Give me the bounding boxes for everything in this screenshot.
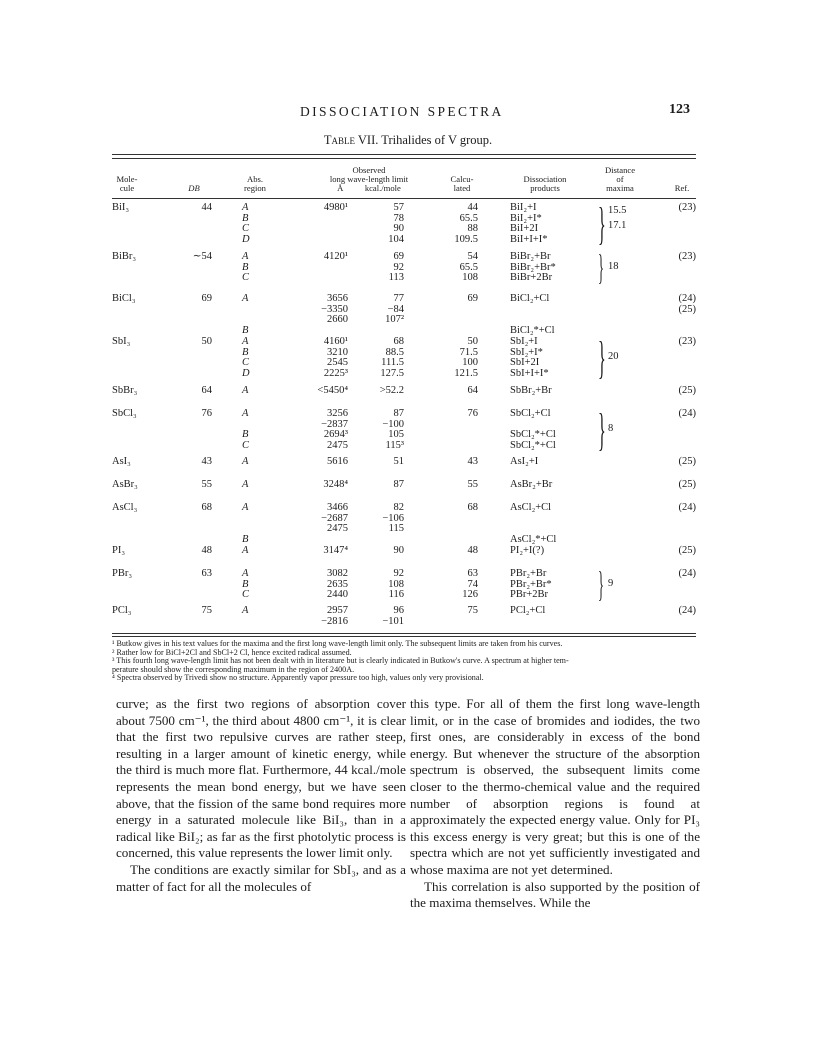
table-cell-ang: 3656 −3350 2660: [321, 293, 348, 325]
brace-icon: }: [598, 332, 606, 383]
table-cell-region: A: [242, 605, 249, 616]
table-cell-kcal: 77 −84 107²: [385, 293, 404, 325]
header-rule: [112, 198, 696, 199]
table-cell-calc: 43: [467, 456, 478, 467]
table-cell-calc: 76: [467, 408, 478, 419]
body-column-left: [116, 696, 406, 895]
table-cell-dist: 8: [608, 423, 614, 434]
table-cell-mol: AsCl₃: [112, 502, 138, 513]
table-cell-ang: 4160¹ 3210 2545 2225³: [323, 336, 348, 379]
data-table: [112, 165, 696, 635]
table-cell-kcal: 87 −100 105 115³: [382, 408, 404, 451]
table-bottom-rule: [112, 633, 696, 634]
table-cell-ang: <5450⁴: [317, 385, 348, 396]
table-cell-prod: BiCl₂+Cl BiCl₂*+Cl: [510, 293, 555, 336]
table-cell-prod: AsBr₂+Br: [510, 479, 553, 490]
table-cell-prod: BiI₂+I BiI₂+I* BiI+2I BiI+I+I*: [510, 202, 548, 245]
table-cell-db: 44: [201, 202, 212, 213]
table-cell-db: 76: [201, 408, 212, 419]
footnote-1: ¹ Butkow gives in his text values for the maxima and the first long wave-length limit only. The subsequent limits are taken from his curves.: [112, 639, 563, 648]
table-cell-ref: (24): [678, 568, 696, 579]
brace-icon: }: [598, 564, 604, 604]
table-cell-region: A B C D: [242, 336, 250, 379]
table-cell-calc: 50 71.5 100 121.5: [454, 336, 478, 379]
table-cell-db: 69: [201, 293, 212, 304]
table-cell-mol: PCl₃: [112, 605, 132, 616]
table-cell-db: 68: [201, 502, 212, 513]
table-cell-db: 64: [201, 385, 212, 396]
table-cell-ang: 3082 2635 2440: [327, 568, 348, 600]
table-cell-mol: SbI₃: [112, 336, 131, 347]
header-dissociation: Dissociation products: [523, 174, 567, 193]
table-cell-mol: BiCl₃: [112, 293, 136, 304]
table-cell-db: 43: [201, 456, 212, 467]
table-cell-ref: (24): [678, 502, 696, 513]
table-bottom-rule-2: [112, 636, 696, 637]
table-top-rule: [112, 154, 696, 155]
table-cell-db: 63: [201, 568, 212, 579]
table-cell-ref: (24) (25): [678, 293, 696, 315]
table-cell-region: A B: [242, 293, 249, 336]
body-column-right: [410, 696, 700, 912]
table-cell-calc: 55: [467, 479, 478, 490]
header-abs-region: Abs. region: [244, 174, 266, 193]
table-cell-db: 75: [201, 605, 212, 616]
table-cell-kcal: 68 88.5 111.5 127.5: [380, 336, 404, 379]
table-cell-ang: 3466 −2687 2475: [321, 502, 348, 534]
body-paragraph: this type. For all of them the first long wave-length limit, or in the case of bromides and iodides, the two first ones, are considerably in excess of the bond energy. But whenever the structure of the absorption spectrum is observed, the subsequent limits come closer to the thermo-chemical value and the required number of absorption regions is found at approximately the expected energy value. Only for PI₃ this excess energy is very great; but this is one of the spectra which are not yet sufficiently investigated and whose maxima are not yet determined.: [410, 696, 700, 877]
table-cell-kcal: 92 108 116: [388, 568, 404, 600]
table-cell-kcal: 69 92 113: [388, 251, 404, 283]
table-cell-kcal: 87: [393, 479, 404, 490]
table-caption: [0, 133, 816, 148]
table-cell-region: A: [242, 545, 249, 556]
page-number: 123: [669, 102, 690, 117]
header-distance: Distance of maxima: [604, 165, 636, 193]
table-cell-prod: BiBr₂+Br BiBr₂+Br* BiBr+2Br: [510, 251, 556, 283]
table-cell-region: A: [242, 385, 249, 396]
header-observed: Observed long wave-length limit Å kcal./mole: [329, 165, 409, 193]
table-caption-text: Trihalides of V group.: [381, 133, 493, 147]
table-cell-mol: SbCl₃: [112, 408, 137, 419]
table-cell-region: A: [242, 479, 249, 490]
table-cell-prod: AsI₂+I: [510, 456, 539, 467]
table-cell-ref: (25): [678, 545, 696, 556]
table-cell-region: A B C: [242, 568, 250, 600]
table-cell-kcal: 82 −106 115: [382, 502, 404, 534]
table-cell-ref: (24): [678, 408, 696, 419]
table-caption-label: Table VII.: [323, 133, 379, 147]
table-cell-region: A B C: [242, 408, 250, 451]
table-cell-ang: 4120¹: [323, 251, 348, 262]
footnote-3-cont: perature should show the corresponding maximum in the region of 2400A.: [112, 664, 355, 674]
table-cell-mol: PBr₃: [112, 568, 133, 579]
table-cell-calc: 64: [467, 385, 478, 396]
table-cell-ang: 3248⁴: [323, 479, 348, 490]
header-ref: Ref.: [674, 183, 690, 193]
table-cell-ref: (25): [678, 456, 696, 467]
table-cell-calc: 44 65.5 88 109.5: [454, 202, 478, 245]
footnote-3: ³ This fourth long wave-length limit has not been dealt with in literature but is clearly indicated in Butkow's curve. A spectrum at higher tem-: [112, 656, 569, 666]
table-cell-ang: 4980¹: [323, 202, 348, 213]
table-cell-ref: (25): [678, 479, 696, 490]
table-cell-mol: PI₃: [112, 545, 125, 556]
table-cell-dist: 15.5 17.1: [608, 205, 627, 231]
table-cell-ref: (23): [678, 202, 696, 213]
table-cell-prod: SbCl₂+Cl SbCl₂*+Cl SbCl₂*+Cl: [510, 408, 556, 451]
table-footnotes: [112, 640, 696, 683]
table-cell-calc: 63 74 126: [462, 568, 478, 600]
table-cell-dist: 9: [608, 578, 614, 589]
table-cell-dist: 18: [608, 261, 619, 272]
table-cell-kcal: 96 −101: [382, 605, 404, 627]
table-cell-prod: PCl₂+Cl: [510, 605, 546, 616]
table-cell-db: 48: [201, 545, 212, 556]
body-paragraph: The conditions are exactly similar for SbI₃, and as a matter of fact for all the molecules of: [116, 861, 406, 894]
table-cell-kcal: >52.2: [379, 385, 404, 396]
footnote-4: ⁴ Spectra observed by Trivedi show no structure. Apparently vapor pressure too high, values only very provisional.: [112, 673, 484, 683]
table-cell-calc: 48: [467, 545, 478, 556]
table-cell-calc: 54 65.5 108: [459, 251, 478, 283]
table-cell-ang: 5616: [327, 456, 348, 467]
table-cell-calc: 75: [467, 605, 478, 616]
table-cell-ref: (24): [678, 605, 696, 616]
table-cell-region: A: [242, 456, 249, 467]
table-top-rule-2: [112, 158, 696, 159]
running-head: DISSOCIATION SPECTRA: [300, 104, 504, 119]
table-cell-calc: 68: [467, 502, 478, 513]
table-cell-prod: PI₂+I(?): [510, 545, 545, 556]
body-paragraph: This correlation is also supported by the position of the maxima themselves. While the: [410, 878, 700, 911]
table-cell-ref: (23): [678, 251, 696, 262]
table-cell-ref: (23): [678, 336, 696, 347]
table-cell-kcal: 57 78 90 104: [388, 202, 404, 245]
table-cell-mol: AsI₃: [112, 456, 131, 467]
brace-icon: }: [598, 404, 606, 455]
footnote-2: ² Rather low for BiCl+2Cl and SbCl+2 Cl, hence excited radical assumed.: [112, 647, 352, 657]
header-calculated: Calcu- lated: [450, 174, 474, 193]
table-cell-db: ∼54: [192, 251, 212, 262]
table-cell-kcal: 51: [393, 456, 404, 467]
table-cell-ang: 2957 −2816: [321, 605, 348, 627]
table-cell-ang: 3147⁴: [323, 545, 348, 556]
table-cell-region: A B: [242, 502, 249, 545]
table-cell-prod: AsCl₂+Cl AsCl₂*+Cl: [510, 502, 557, 545]
table-cell-db: 55: [201, 479, 212, 490]
table-cell-region: A B C D: [242, 202, 250, 245]
table-cell-region: A B C: [242, 251, 250, 283]
table-cell-mol: SbBr₃: [112, 385, 138, 396]
table-cell-dist: 20: [608, 351, 619, 362]
table-cell-db: 50: [201, 336, 212, 347]
table-cell-calc: 69: [467, 293, 478, 304]
table-cell-mol: AsBr₃: [112, 479, 138, 490]
table-cell-mol: BiI₃: [112, 202, 130, 213]
table-cell-mol: BiBr₃: [112, 251, 137, 262]
table-cell-prod: SbI₂+I SbI₂+I* SbI+2I SbI+I+I*: [510, 336, 549, 379]
table-cell-kcal: 90: [393, 545, 404, 556]
header-molecule: Mole- cule: [116, 174, 138, 193]
table-cell-ref: (25): [678, 385, 696, 396]
header-db: DB: [188, 183, 200, 193]
table-cell-ang: 3256 −2837 2694³ 2475: [321, 408, 348, 451]
brace-icon: }: [598, 198, 606, 249]
brace-icon: }: [598, 247, 604, 287]
table-cell-prod: PBr₂+Br PBr₂+Br* PBr+2Br: [510, 568, 552, 600]
body-paragraph: curve; as the first two regions of absorption cover about 7500 cm⁻¹, the third about 4800 cm⁻¹, it is clear that the first two repulsive curves are rather steep, resulting in a larger amount of kinetic energy, while the third is much more flat. Furthermore, 44 kcal./mole represents the mean bond energy, but we have seen above, that the fission of the same bond requires more energy in a saturated molecule like BiI₃, than in a radical like BiI₂; as far as the first photolytic process is concerned, this value represents the lower limit only.: [116, 696, 406, 861]
table-cell-prod: SbBr₂+Br: [510, 385, 552, 396]
